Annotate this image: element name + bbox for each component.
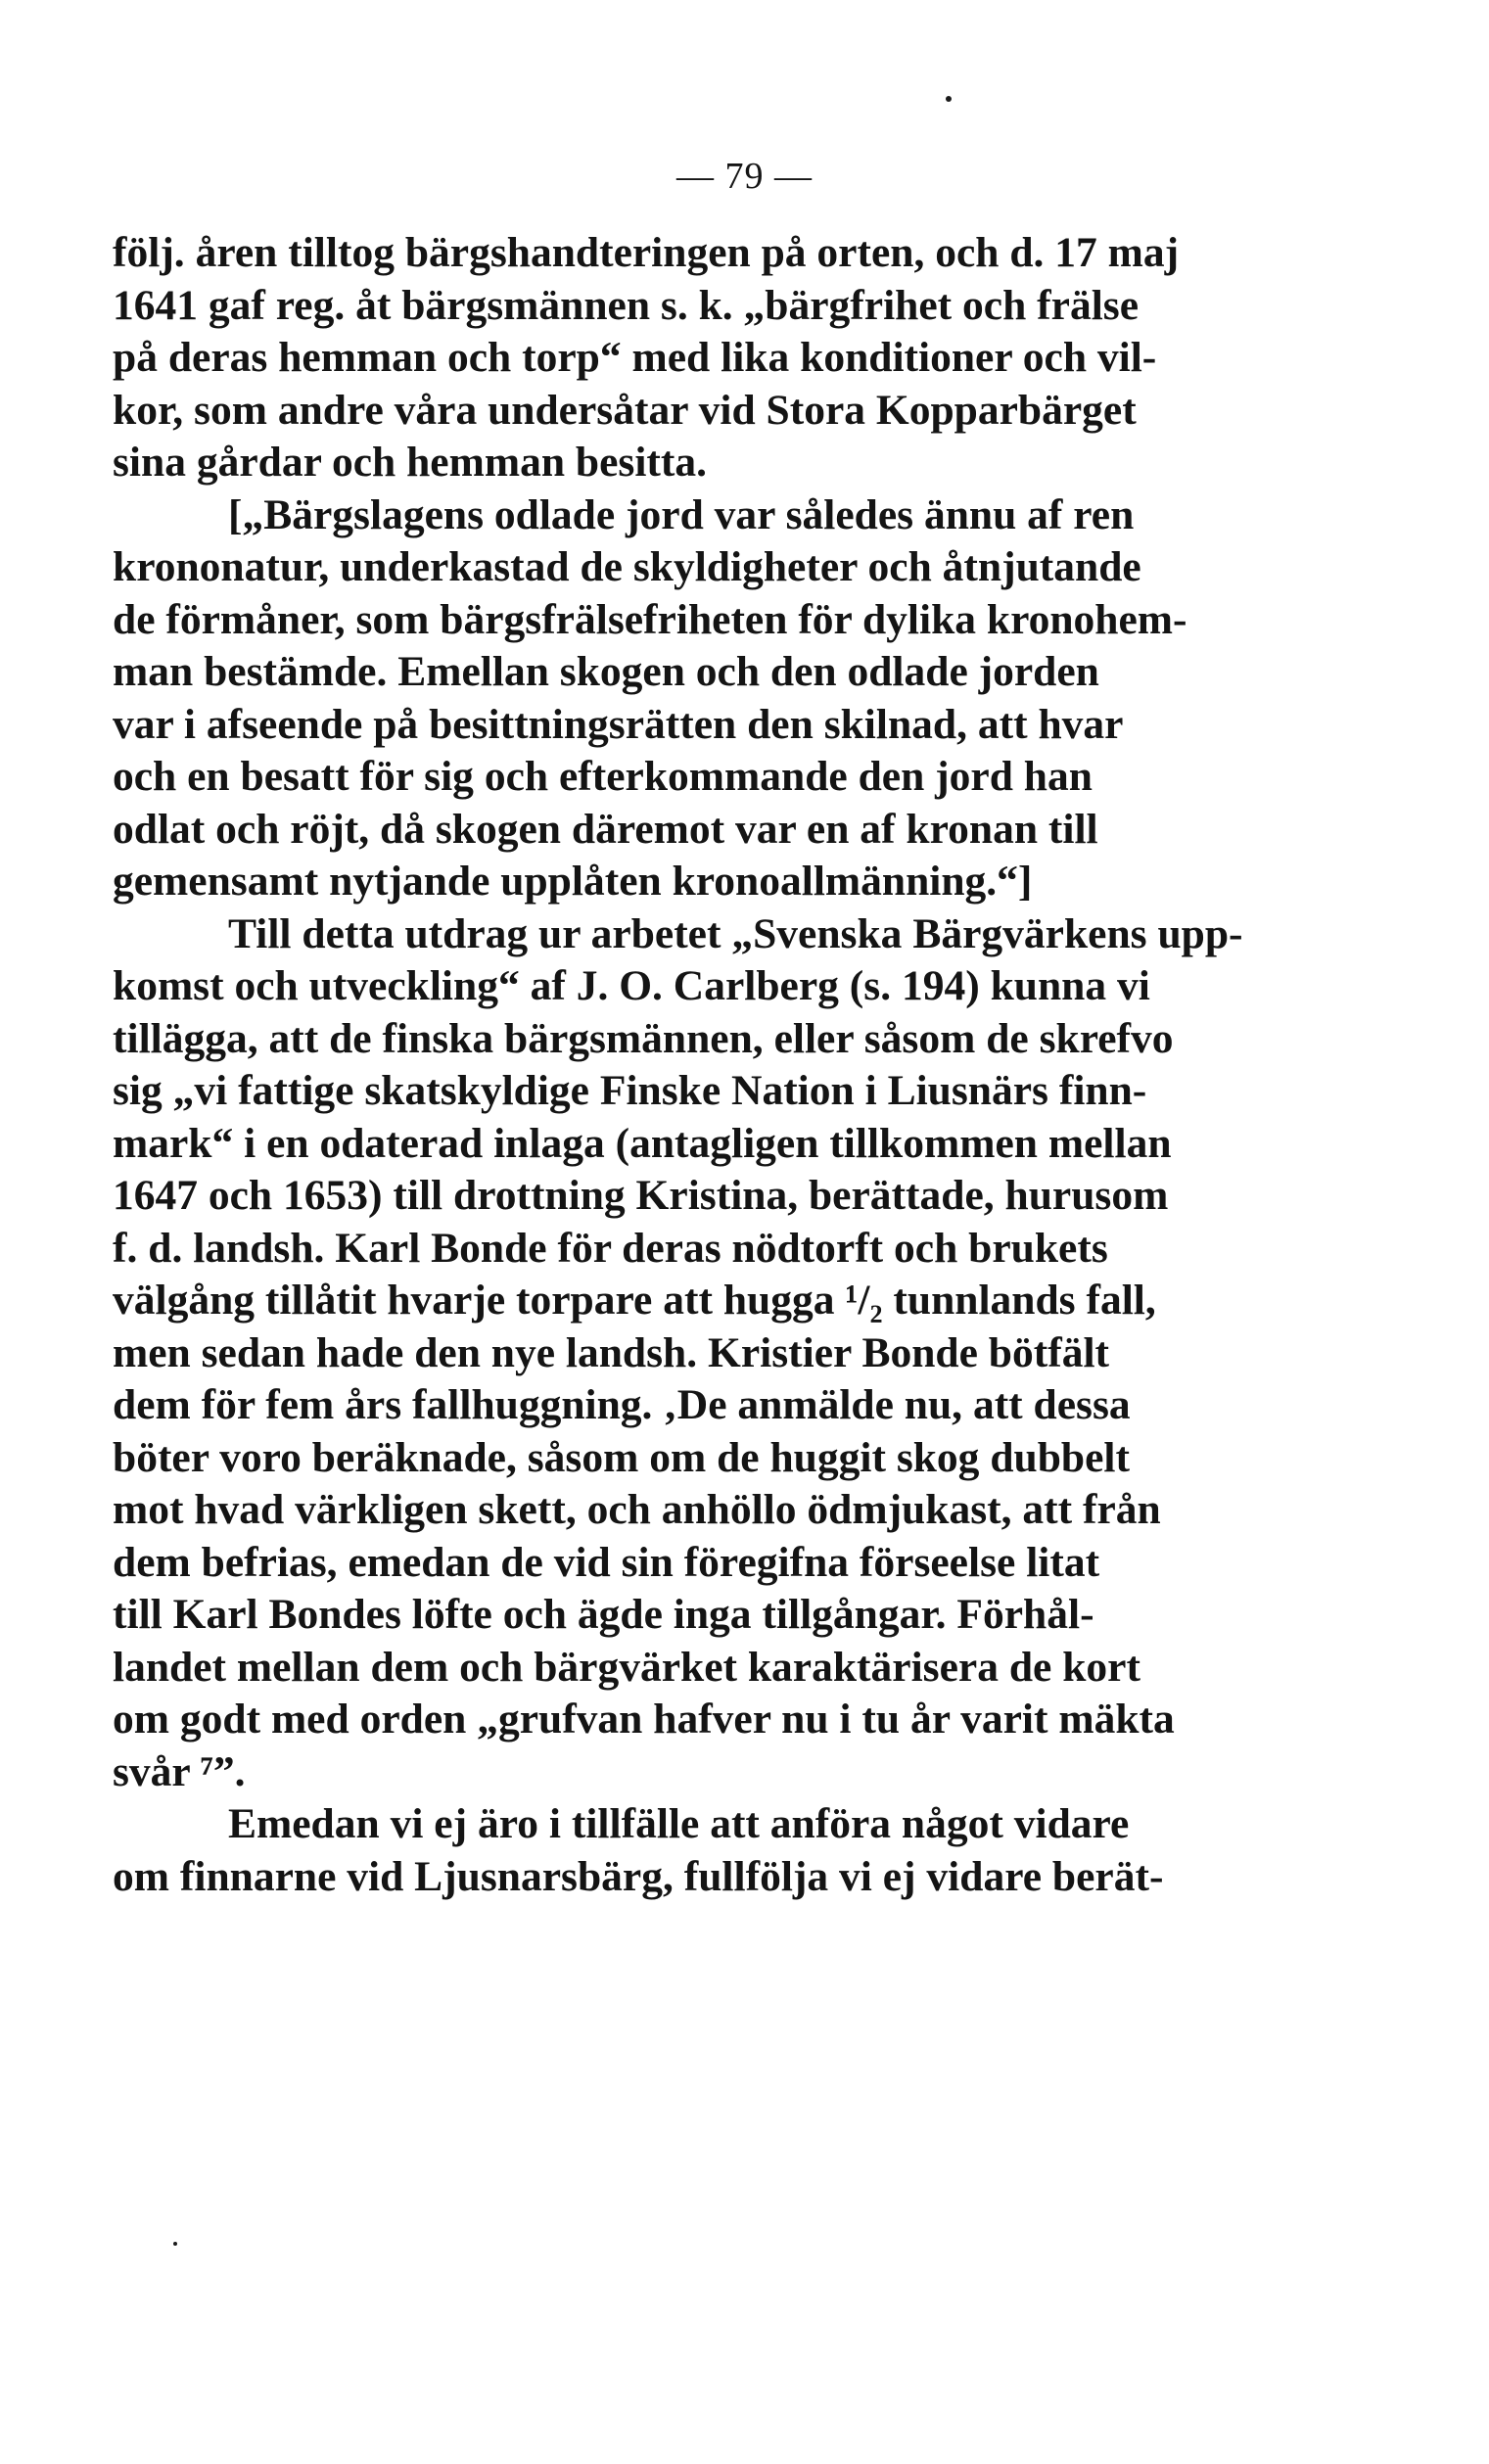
text-line: sig „vi fattige skatskyldige Finske Nation i Liusnärs finn- [113,1067,1147,1114]
text-line: man bestämde. Emellan skogen och den odlade jorden [113,648,1099,695]
body-text [113,227,1243,1903]
text-line: odlat och röjt, då skogen däremot var en af kronan till [113,805,1098,853]
text-line: var i afseende på besittningsrätten den skilnad, att hvar [113,700,1124,748]
text-line: följ. åren tilltog bärgshandteringen på orten, och d. 17 maj [113,229,1180,276]
text-line: välgång tillåtit hvarje torpare att hugga ¹/₂ tunnlands fall, [113,1277,1156,1324]
text-line: [„Bärgslagens odlade jord var således ännu af ren [228,490,1135,538]
text-line: svår ⁷ˮ. [113,1747,246,1795]
text-line: de förmåner, som bärgsfrälsefriheten för dylika kronohem- [113,595,1187,643]
text-line: och en besatt för sig och efterkommande den jord han [113,753,1093,800]
text-line: 1647 och 1653) till drottning Kristina, berättade, hurusom [113,1172,1169,1219]
text-line: landet mellan dem och bärgvärket karaktärisera de kort [113,1643,1140,1691]
text-line: om finnarne vid Ljusnarsbärg, fullfölja vi ej vidare berät- [113,1852,1164,1900]
text-line: på deras hemman och torp“ med lika konditioner och vil- [113,334,1157,381]
text-line: gemensamt nytjande upplåten kronoallmänning.“] [113,858,1033,905]
text-line: till Karl Bondes löfte och ägde inga tillgångar. Förhål- [113,1591,1094,1638]
text-line: f. d. landsh. Karl Bonde för deras nödtorft och brukets [113,1224,1108,1272]
text-line: dem för fem års fallhuggning. ‚De anmälde nu, att dessa [113,1381,1131,1428]
ink-speck [946,96,952,102]
text-line: Emedan vi ej äro i tillfälle att anföra något vidare [228,1800,1130,1847]
page-number: — 79 — [676,156,813,197]
ink-speck [173,2242,177,2246]
text-line: dem befrias, emedan de vid sin föregifna förseelse litat [113,1538,1100,1586]
text-line: om godt med orden „grufvan hafver nu i tu år varit mäkta [113,1696,1175,1743]
text-line: 1641 gaf reg. åt bärgsmännen s. k. „bärgfrihet och frälse [113,281,1140,329]
text-line: men sedan hade den nye landsh. Kristier Bonde bötfält [113,1328,1110,1376]
text-line: krononatur, underkastad de skyldigheter och åtnjutande [113,543,1141,590]
text-line: Till detta utdrag ur arbetet „Svenska Bärgvärkens upp- [228,909,1243,957]
text-line: böter voro beräknade, såsom om de huggit skog dubbelt [113,1433,1130,1481]
text-line: tillägga, att de finska bärgsmännen, eller såsom de skrefvo [113,1014,1174,1062]
text-line: sina gårdar och hemman besitta. [113,439,708,486]
text-line: komst och utveckling“ af J. O. Carlberg (s. 194) kunna vi [113,962,1150,1009]
text-line: kor, som andre våra undersåtar vid Stora Kopparbärget [113,386,1137,434]
text-line: mot hvad värkligen skett, och anhöllo ödmjukast, att från [113,1486,1161,1533]
text-line: mark“ i en odaterad inlaga (antagligen tillkommen mellan [113,1119,1172,1167]
